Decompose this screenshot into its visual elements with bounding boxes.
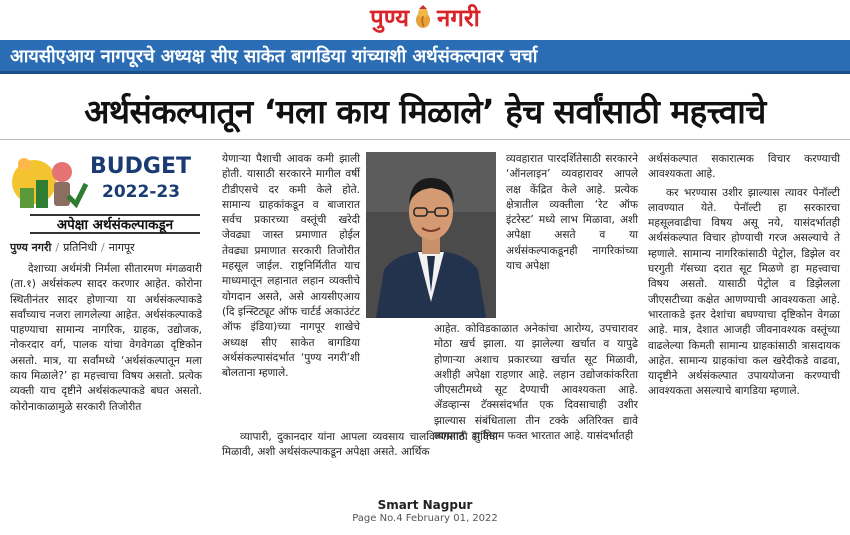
article-column-1 [10,262,202,415]
budget-logo-box [10,152,200,236]
byline-paper: पुण्य नगरी [10,241,52,254]
article-column-3b [434,322,638,444]
byline-city: नागपूर [108,241,135,254]
budget-tagline: अपेक्षा अर्थसंकल्पाकडून [30,214,200,234]
budget-title: BUDGET [90,154,191,179]
ganesha-emblem-icon [413,5,433,29]
article-column-2a [222,152,360,381]
masthead [0,0,850,34]
kicker-text: आयसीएआय नागपूरचे अध्यक्ष सीए साकेत बागडिया यांच्याशी अर्थसंकल्पावर चर्चा [10,45,538,67]
brand-left: पुण्य [370,3,410,32]
publication-name: Smart Nagpur [377,498,473,512]
paragraph: आहेत. कोविडकाळात अनेकांचा आरोग्य, उपचारावर मोठा खर्च झाला. या झालेल्या खर्चात व यापुढे होणाऱ्या अशाच प्रकारच्या खर्चात सूट मिळावी, अशीही अपेक्षा राहणार आहे. लहान उद्योजकांकरिता जीएसटीमध्ये सूट देण्याची आवश्यकता आहे. ॲडव्हान्स टॅक्ससंदर्भात एक दिवसाचाही उशीर झाल्यास संबंधिताला तीन टक्के अतिरिक्त द्यावे लागतात. हा नियम फक्त भारतात आहे. यासंदर्भातही [434,323,638,443]
paragraph: व्यवहारात पारदर्शितेसाठी सरकारने ‘ऑनलाइन’ व्यवहारावर आपले लक्ष केंद्रित केले आहे. प्रत्येक क्षेत्रातील व्यक्तीला ‘रेट ऑफ इंटरेस्ट’ मध्ये लाभ मिळावा, अशी अपेक्षा असते व या अर्थसंकल्पाकडूनही नागरिकांच्या याच अपेक्षा [506,153,638,273]
byline-separator: / [101,241,105,254]
byline [10,240,135,255]
headline [0,82,850,140]
brand-right: नगरी [437,3,480,32]
article-column-3a [506,152,638,274]
paragraph: येणाऱ्या पैशाची आवक कमी झाली होती. यासाठी सरकारने मागील वर्षी टीडीएसचे दर कमी केले होते. सामान्य ग्राहकांकडून व बाजारात सर्वच प्रकारच्या वस्तूंची खरेदी जेवढ्या जास्त प्रमाणात होईल तेवढ्या प्रमाणात सरकारी तिजोरीत महसूल जाईल. राष्ट्रनिर्मितीत याच माध्यमातून लहानात लहान व्यक्तीचे योगदान असते, असे आयसीएआय (दि इन्स्टिट्यूट ऑफ चार्टर्ड अकाउंटंट ऑफ इंडिया)च्या नागपूर शाखेचे अध्यक्ष सीए साकेत बागडिया अर्थसंकल्पासंदर्भात ‘पुण्य नगरी’शी बोलताना म्हणाले. [222,153,360,380]
byline-separator: / [55,241,60,254]
budget-year: 2022-23 [102,182,181,202]
newspaper-logo [370,1,480,34]
paragraph: कर भरण्यास उशीर झाल्यास त्यावर पेनॉल्टी लावण्यात येते. पेनॉल्टी हा सरकारचा महसूलवाढीचा विषय असू नये, यासंदर्भातही अर्थसंकल्पात विचार होण्याची गरज असल्याचे ते म्हणाले. सामान्य नागरिकांसाठी पेट्रोल, डिझेल वर घरगुती गॅसच्या दरात सूट मिळणे हा महत्त्वाचा विषय असतो. यासाठी पेट्रोल व डिझेलला जीएसटीच्या कक्षेत आणण्याची आवश्यकता आहे. भारताकडे इतर देशांचा बघण्याचा दृष्टिकोन वेगळा आहे. मात्र, देशात आजही जीवनावश्यक वस्तूंच्या वाढलेल्या किमती सामान्य ग्राहकांसाठी त्रासदायक आहेत. सामान्य ग्राहकांचा कल खरेदीकडे वाढवा, यादृष्टीने अर्थसंकल्पात उपाययोजना करण्याची आवश्यकता असल्याचे बागडिया म्हणाले. [648,186,840,398]
article-column-4 [648,152,840,400]
portrait-photo [366,152,496,318]
paragraph: व्यापारी, दुकानदार यांना आपला व्यवसाय चालविण्यासाठी सुविधा मिळावी, अशी अर्थसंकल्पाकडून अपेक्षा असते. आर्थिक [222,431,498,459]
paragraph: देशाच्या अर्थमंत्री निर्मला सीतारमण मंगळवारी (ता.१) अर्थसंकल्प सादर करणार आहेत. कोरोना स्थितीनंतर सादर होणाऱ्या या अर्थसंकल्पाकडे सर्वांच्याच नजरा लागलेल्या आहेत. अर्थसंकल्पाकडे पाहण्याचा सामान्य नागरिक, ग्राहक, उद्योजक, नोकरदार वर्ग, पालक यांचा वेगवेगळा दृष्टिकोन असतो. मात्र, या सर्वांमध्ये ‘अर्थसंकल्पातून मला काय मिळाले?’ हा महत्त्वाचा विषय असतो. प्रत्येक व्यक्ती याच दृष्टीने अर्थसंकल्पाकडे बघत असतो. कोरोनाकाळामुळे सरकारी तिजोरीत [10,263,202,413]
budget-illustration-icon [10,152,88,214]
headline-text: अर्थसंकल्पातून ‘मला काय मिळाले’ हेच सर्वांसाठी महत्त्वाचे [84,92,766,131]
kicker-banner [0,40,850,74]
paragraph: अर्थसंकल्पात सकारात्मक विचार करण्याची आवश्यकता आहे. [648,153,840,181]
person-portrait-icon [366,152,496,318]
byline-role: प्रतिनिधी [63,241,98,254]
page-footer [0,498,850,524]
page-info: Page No.4 February 01, 2022 [352,513,498,524]
